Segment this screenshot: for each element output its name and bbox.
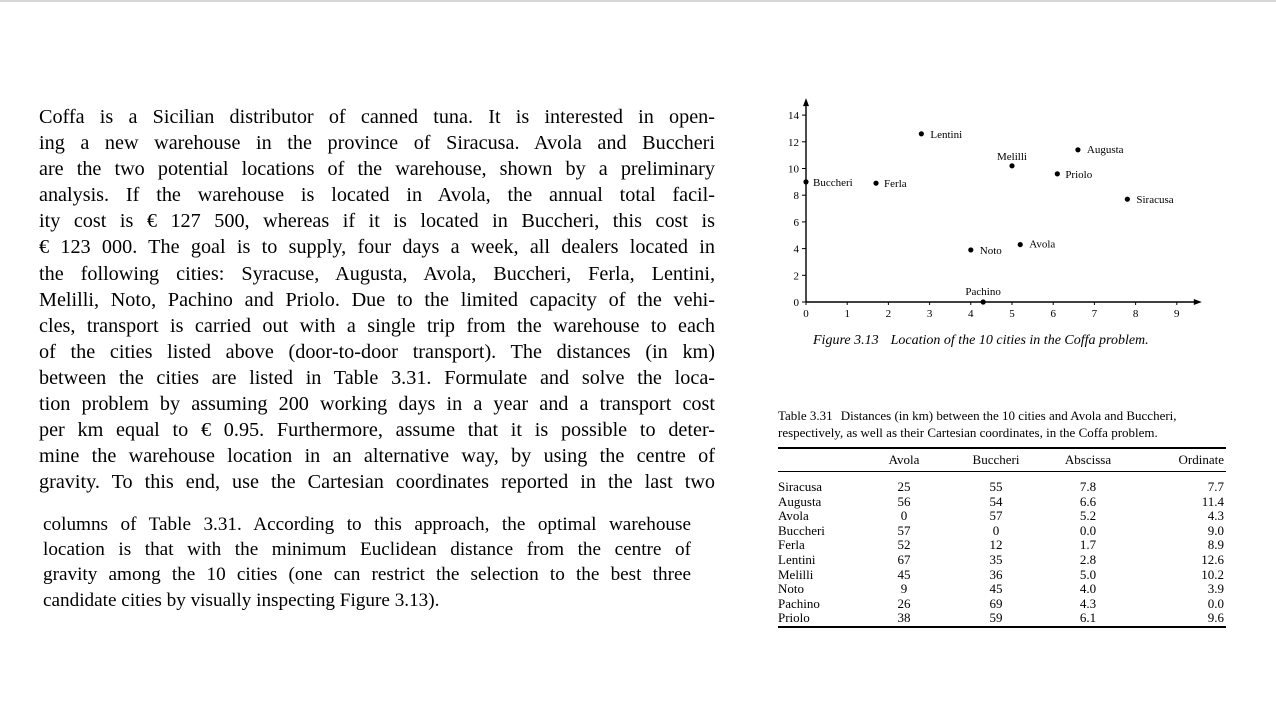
table-cell: 6.6: [1079, 493, 1097, 509]
city-point-avola: [1018, 242, 1023, 247]
paragraph-line: columns of Table 3.31. According to this approach, the optimal warehouse: [43, 514, 691, 535]
column-header: [778, 449, 858, 472]
table-cell: 4.3: [1207, 508, 1224, 524]
city-label-noto: Noto: [979, 244, 1002, 257]
table-cell: 0: [900, 508, 908, 524]
table-cell: 9.6: [1207, 610, 1224, 626]
paragraph-line: Coffa is a Sicilian distributor of canned tuna. It is interested in open-: [39, 106, 715, 128]
table-cell: 67: [897, 551, 911, 567]
column-header: Abscissa: [1064, 452, 1112, 467]
table-cell: 9: [900, 581, 908, 597]
table-cell: 25: [897, 479, 911, 494]
y-tick-label: 2: [793, 270, 799, 283]
paragraph-line: are the two potential locations of the warehouse, shown by a preliminary: [39, 158, 715, 181]
city-label-melilli: Melilli: [997, 150, 1027, 163]
paragraph-line: ing a new warehouse in the province of Siracusa. Avola and Buccheri: [39, 132, 715, 155]
table-row: [778, 611, 1226, 627]
table-cell: 36: [989, 566, 1003, 582]
column-header: Ordinate: [1178, 452, 1224, 467]
city-name-cell: Buccheri: [778, 522, 825, 538]
table-cell: 9.0: [1207, 522, 1224, 538]
table-cell: 0.0: [1207, 595, 1224, 611]
city-label-pachino: Pachino: [965, 286, 1001, 298]
paragraph-line: cles, transport is carried out with a single trip from the warehouse to each: [39, 314, 715, 337]
table-caption: [778, 408, 1228, 441]
paragraph-line: gravity. To this end, use the Cartesian coordinates reported in the last two: [39, 471, 715, 494]
table-cell: 11.4: [1201, 493, 1224, 509]
top-border: [0, 0, 1276, 2]
city-name-cell: Lentini: [778, 551, 816, 567]
table-cell: 0: [992, 522, 1000, 538]
city-point-ferla: [873, 181, 878, 186]
paragraph-line: between the cities are listed in Table 3.31. Formulate and solve the loca-: [39, 366, 715, 389]
city-name-cell: Ferla: [778, 537, 805, 553]
x-tick-label: 7: [1091, 308, 1098, 320]
city-label-lentini: Lentini: [930, 128, 963, 141]
city-name-cell: Melilli: [778, 566, 814, 582]
table-row: [778, 582, 1226, 597]
paragraph-line: per km equal to € 0.95. Furthermore, assume that it is possible to deter-: [39, 419, 715, 442]
column-header: Buccheri: [972, 452, 1020, 467]
y-axis-arrow: [803, 98, 809, 106]
paragraph-line: location is that with the minimum Euclidean distance from the centre of: [43, 539, 691, 561]
city-location-scatter-plot: [770, 96, 1210, 326]
y-tick-label: 14: [788, 110, 799, 123]
table-cell: 38: [897, 610, 911, 626]
city-name-cell: Avola: [778, 508, 809, 524]
x-axis-arrow: [1194, 299, 1202, 305]
city-name-cell: Augusta: [778, 493, 822, 509]
table-caption-line-1: Distances (in km) between the 10 cities and Avola and Buccheri,: [840, 408, 1177, 423]
table-row: [778, 472, 1226, 495]
table-cell: 45: [897, 566, 911, 582]
y-tick-label: 6: [793, 216, 799, 229]
table-row: [778, 538, 1226, 553]
distance-table: [778, 449, 1226, 628]
figure-caption-text: Location of the 10 cities in the Coffa problem.: [890, 333, 1149, 348]
x-tick-label: 3: [926, 308, 933, 320]
table-cell: 26: [897, 595, 911, 611]
city-name-cell: Noto: [778, 581, 804, 597]
x-tick-label: 1: [844, 308, 850, 320]
city-name-cell: Priolo: [778, 610, 810, 626]
paragraph-line: gravity among the 10 cities (one can restrict the selection to the best three: [43, 564, 691, 586]
table-row: [778, 509, 1226, 524]
table-row: [778, 553, 1226, 568]
table-cell: 3.9: [1207, 581, 1224, 597]
city-name-cell: Pachino: [778, 595, 820, 611]
figure-caption: [813, 333, 1149, 349]
table-cell: 8.9: [1207, 537, 1224, 553]
paragraph-line: of the cities listed above (door-to-door transport). The distances (in km): [39, 340, 715, 363]
x-tick-label: 2: [885, 308, 892, 320]
table-caption-line-2: respectively, as well as their Cartesian coordinates, in the Coffa problem.: [778, 424, 1158, 440]
problem-paragraph-2: [43, 512, 691, 613]
y-tick-label: 4: [793, 243, 799, 256]
city-point-priolo: [1055, 171, 1060, 176]
table-cell: 5.2: [1079, 508, 1097, 524]
column-header: Avola: [888, 452, 920, 467]
city-label-priolo: Priolo: [1065, 168, 1093, 181]
table-cell: 52: [897, 537, 911, 553]
table-cell: 7.7: [1207, 479, 1224, 494]
city-label-siracusa: Siracusa: [1136, 194, 1174, 207]
table-header-row: [778, 449, 1226, 472]
city-point-augusta: [1075, 147, 1080, 152]
table-cell: 4.3: [1079, 595, 1097, 611]
distance-table-container: [778, 447, 1226, 628]
x-tick-label: 8: [1132, 308, 1139, 320]
paragraph-line: analysis. If the warehouse is located in Avola, the annual total facil-: [39, 184, 715, 207]
city-label-buccheri: Buccheri: [813, 176, 853, 189]
x-tick-label: 6: [1050, 308, 1056, 320]
y-tick-label: 12: [788, 136, 799, 149]
table-cell: 45: [989, 581, 1003, 597]
x-tick-label: 4: [968, 308, 974, 320]
table-cell: 0.0: [1079, 522, 1097, 538]
paragraph-line: Melilli, Noto, Pachino and Priolo. Due to the limited capacity of the vehi-: [39, 288, 715, 311]
table-cell: 59: [989, 610, 1003, 626]
table-cell: 7.8: [1079, 479, 1097, 494]
city-label-ferla: Ferla: [884, 178, 907, 191]
paragraph-line: the following cities: Syracuse, Augusta, Avola, Buccheri, Ferla, Lentini,: [39, 262, 715, 285]
paragraph-line: candidate cities by visually inspecting Figure 3.13).: [43, 589, 440, 611]
city-label-augusta: Augusta: [1086, 143, 1124, 156]
y-tick-label: 0: [793, 297, 799, 309]
x-tick-label: 9: [1174, 308, 1180, 320]
y-tick-label: 8: [793, 190, 799, 203]
city-point-noto: [968, 247, 973, 252]
table-cell: 5.0: [1079, 566, 1097, 582]
x-tick-label: 5: [1009, 308, 1015, 320]
city-point-lentini: [919, 131, 924, 136]
table-cell: 10.2: [1201, 566, 1224, 582]
table-cell: 4.0: [1079, 581, 1097, 597]
paragraph-line: tion problem by assuming 200 working days in a year and a transport cost: [39, 393, 715, 416]
city-point-buccheri: [803, 179, 808, 184]
problem-paragraph-1: [39, 104, 715, 495]
table-cell: 54: [989, 493, 1003, 509]
table-row: [778, 597, 1226, 612]
paragraph-line: ity cost is € 127 500, whereas if it is located in Buccheri, this cost is: [39, 210, 715, 233]
table-label: Table 3.31: [778, 408, 833, 423]
table-cell: 35: [989, 551, 1003, 567]
city-name-cell: Siracusa: [778, 479, 823, 494]
table-cell: 12: [989, 537, 1003, 553]
table-cell: 57: [897, 522, 911, 538]
table-cell: 57: [989, 508, 1003, 524]
table-cell: 1.7: [1079, 537, 1097, 553]
x-tick-label: 0: [803, 308, 809, 320]
paragraph-line: mine the warehouse location in an alternative way, by using the centre of: [39, 445, 715, 468]
table-cell: 12.6: [1201, 551, 1224, 567]
table-cell: 2.8: [1079, 551, 1097, 567]
table-cell: 56: [897, 493, 911, 509]
city-point-melilli: [1009, 163, 1014, 168]
table-cell: 6.1: [1079, 610, 1097, 626]
table-cell: 69: [989, 595, 1003, 611]
table-row: [778, 524, 1226, 539]
table-row: [778, 495, 1226, 510]
city-label-avola: Avola: [1029, 238, 1056, 251]
city-point-pachino: [981, 299, 986, 304]
table-row: [778, 568, 1226, 583]
figure-label: Figure 3.13: [813, 333, 879, 348]
city-point-siracusa: [1125, 197, 1130, 202]
paragraph-line: € 123 000. The goal is to supply, four days a week, all dealers located in: [39, 236, 715, 259]
table-cell: 55: [989, 479, 1003, 494]
y-tick-label: 10: [788, 163, 799, 176]
